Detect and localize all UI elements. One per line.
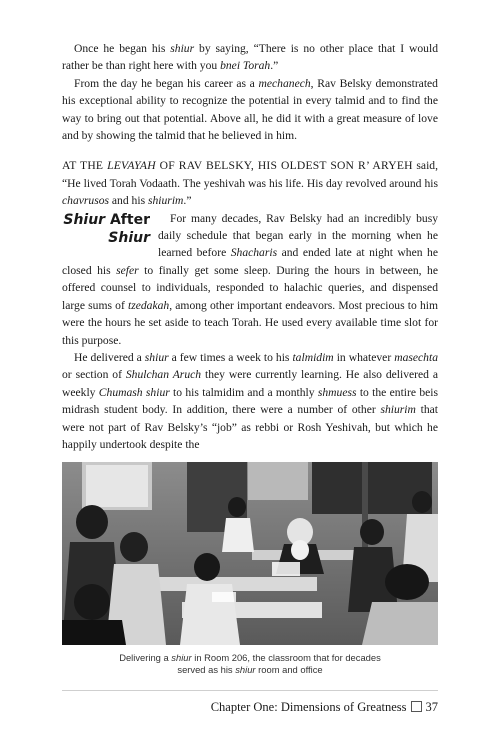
chapter-title: Chapter One: Dimensions of Greatness bbox=[210, 700, 407, 714]
separator-box-icon bbox=[411, 701, 422, 712]
paragraph-schedule: For many decades, Rav Belsky had an incredibly busy daily schedule that began early in the morning when he learned before Shacharis and ended late at night when he closed his sefer to finally get some sleep. During the hours in between, he offered counsel to individuals, responded to halachic queries, and dispensed large sums of tzedakah, among other important endeavors. Most precious to him were the hours he set aside to teach Torah. He used every available time slot for this purpose. bbox=[62, 211, 439, 347]
paragraph-mechanech: From the day he began his career as a mechanech, Rav Belsky demonstrated his exceptional ability to recognize the potential in every talmid and to find the way to bring out that potential. Above all, he did it with a great measure of love and by showing the talmid that he believed in him. bbox=[62, 76, 438, 143]
paragraph-shiurim: He delivered a shiur a few times a week to his talmidim in whatever masechta or section of Shulchan Aruch they were currently learning. He also delivered a weekly Chumash shiur to his talmidim and a monthly shmuess to the entire beis midrash student body. In addition, there were a number of other shiurim that were not part of Rav Belsky’s “job” as rebbi or Rosh Yeshivah, but which he happily undertook despite the bbox=[62, 350, 438, 451]
page-body bbox=[62, 40, 438, 453]
classroom-photo-illustration bbox=[62, 462, 438, 645]
footer-rule bbox=[62, 690, 438, 691]
page-number: 37 bbox=[425, 700, 438, 714]
paragraph-levayah: AT THE LEVAYAH OF RAV BELSKY, HIS OLDEST SON R’ ARYEH said, “He lived Torah Vodaath. The yeshivah was his life. His day revolved around his chavrusos and his shiurim.” bbox=[62, 159, 438, 208]
classroom-photo bbox=[62, 462, 438, 645]
section-heading-shiur-after-shiur: Shiur After Shiur bbox=[63, 211, 150, 246]
paragraph-opening-quote: Once he began his shiur by saying, “There is no other place that I would rather be than right here with you bnei Torah.” bbox=[62, 42, 438, 73]
page-footer bbox=[211, 700, 438, 715]
photo-caption: Delivering a shiur in Room 206, the classroom that for decades served as his shiur room and office bbox=[119, 652, 381, 675]
